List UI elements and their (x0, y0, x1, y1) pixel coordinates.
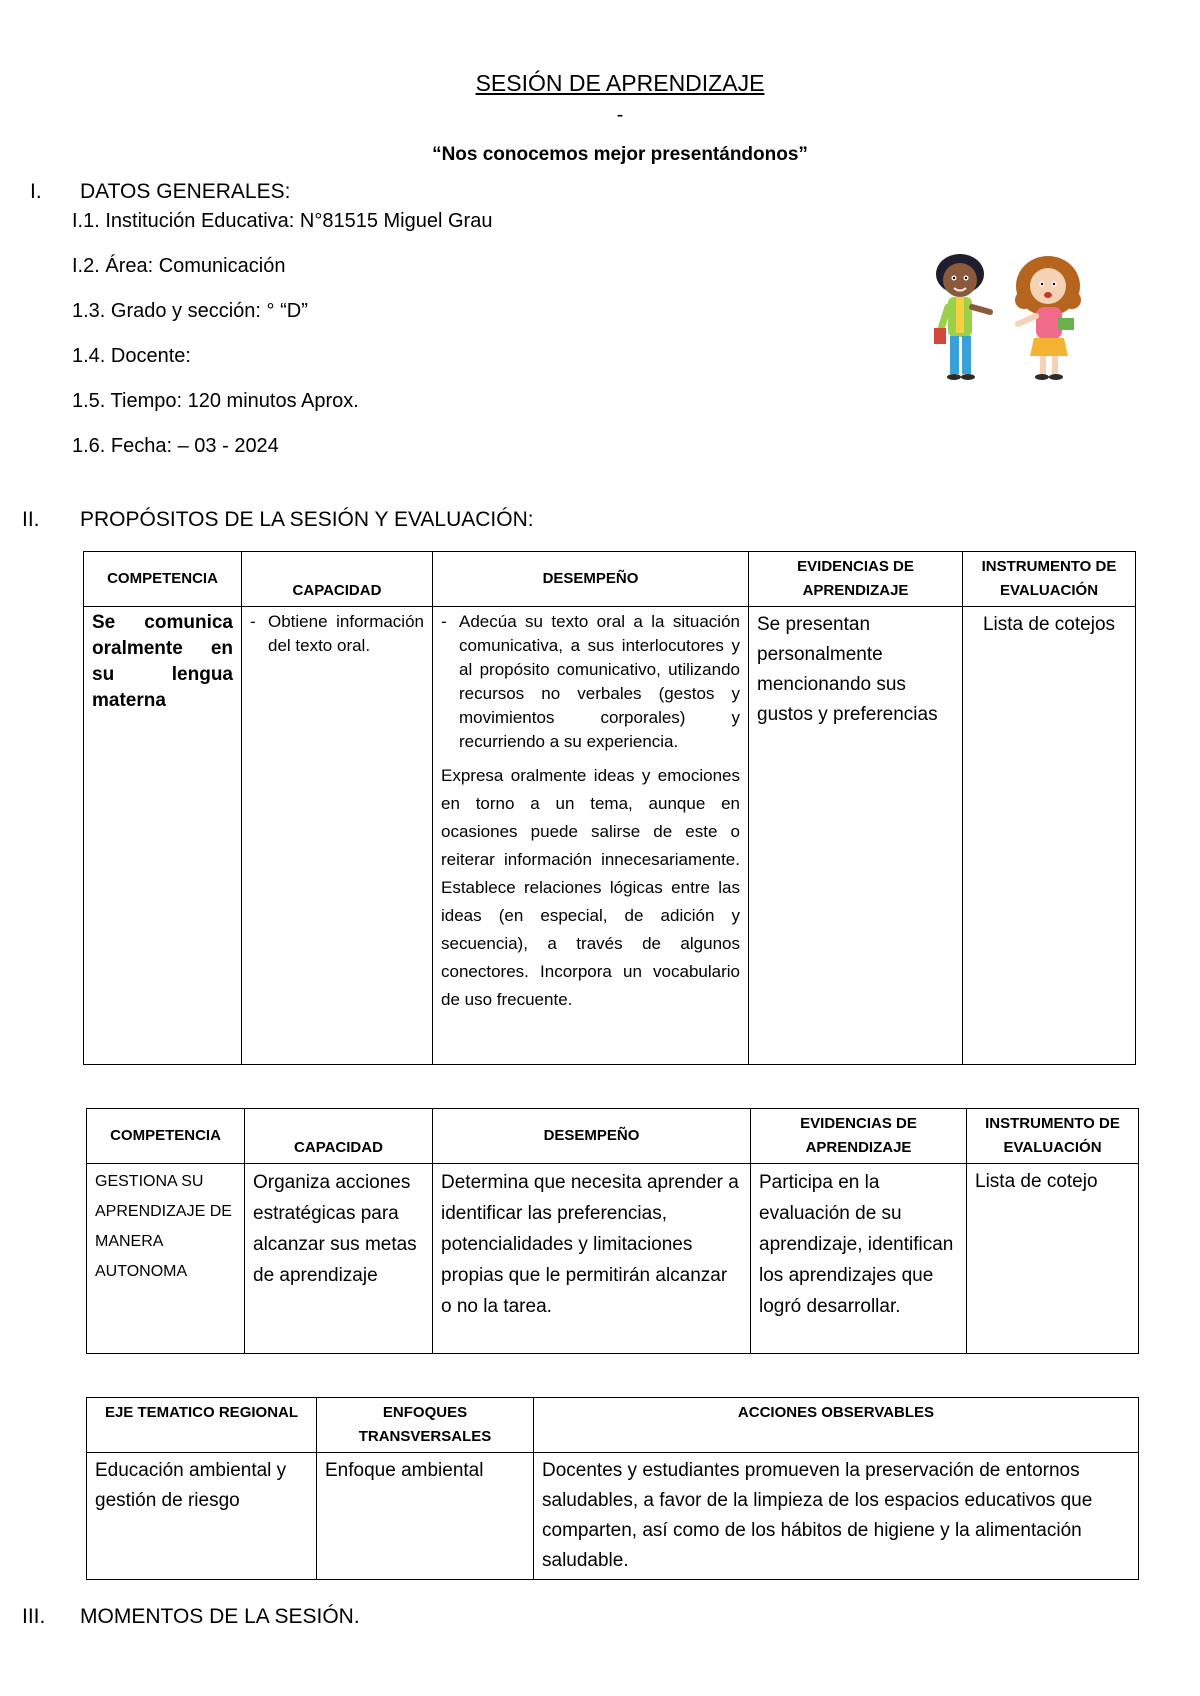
section-1-title: DATOS GENERALES: (80, 180, 291, 203)
desempeno-text-1: Adecúa su texto oral a la situación comunicativa, a sus interlocutores y al propósito comunicativo, utilizando recursos no verbales (gestos y movimientos corporales) y recurriendo a su experiencia. (459, 612, 740, 751)
section-3-heading (22, 1605, 360, 1629)
cell-capacidad: Organiza acciones estratégicas para alcanzar sus metas de aprendizaje (245, 1164, 433, 1354)
girl-figure-icon (1015, 256, 1081, 380)
section-1-number: I. (30, 180, 42, 203)
enfoques-table (86, 1397, 1139, 1580)
header-evidencias: EVIDENCIAS DE APRENDIZAJE (751, 1109, 967, 1164)
header-evidencias: EVIDENCIAS DE APRENDIZAJE (749, 552, 963, 607)
datos-item-fecha: 1.6. Fecha: – 03 - 2024 (72, 435, 279, 457)
section-3-title: MOMENTOS DE LA SESIÓN. (80, 1605, 360, 1628)
datos-item-docente: 1.4. Docente: (72, 345, 191, 367)
header-acciones: ACCIONES OBSERVABLES (534, 1398, 1139, 1453)
table-header-row (84, 552, 1136, 607)
capacidad-bullet-item (250, 610, 424, 658)
title-dash: - (616, 104, 624, 126)
propositos-table-comunicacion (83, 551, 1136, 1065)
desempeno-bullet-item (441, 610, 740, 754)
section-2-title: PROPÓSITOS DE LA SESIÓN Y EVALUACIÓN: (80, 508, 534, 531)
table-row (87, 1164, 1139, 1354)
cell-evidencias: Participa en la evaluación de su aprendizaje, identifican los aprendizajes que logró desarrollar. (751, 1164, 967, 1354)
cell-competencia: Se comunica oralmente en su lengua materna (84, 607, 242, 1065)
section-2-heading (22, 508, 534, 532)
cell-evidencias: Se presentan personalmente mencionando sus gustos y preferencias (749, 607, 963, 1065)
cell-desempeno (433, 607, 749, 1065)
datos-item-institucion: I.1. Institución Educativa: N°81515 Miguel Grau (72, 210, 493, 232)
datos-item-grado: 1.3. Grado y sección: ° “D” (72, 300, 308, 322)
section-1-heading (30, 180, 290, 204)
propositos-table-autonomia (86, 1108, 1139, 1354)
table-row (87, 1453, 1139, 1580)
boy-figure-icon (934, 254, 990, 380)
table-header-row (87, 1109, 1139, 1164)
cell-enfoque: Enfoque ambiental (317, 1453, 534, 1580)
cell-instrumento: Lista de cotejos (963, 607, 1136, 1065)
header-instrumento: INSTRUMENTO DE EVALUACIÓN (967, 1109, 1139, 1164)
datos-item-tiempo: 1.5. Tiempo: 120 minutos Aprox. (72, 390, 359, 412)
desempeno-text-2: Expresa oralmente ideas y emociones en torno a un tema, aunque en ocasiones puede salirse de este o reiterar información innecesariamente. Establece relaciones lógicas entre las ideas (en especial, de adición y secuencia), a través de algunos conectores. Incorpora un vocabulario de uso frecuente. (441, 766, 740, 1009)
header-instrumento: INSTRUMENTO DE EVALUACIÓN (963, 552, 1136, 607)
header-enfoques: ENFOQUES TRANSVERSALES (317, 1398, 534, 1453)
table-header-row (87, 1398, 1139, 1453)
header-eje-tematico: EJE TEMATICO REGIONAL (87, 1398, 317, 1453)
cell-competencia: GESTIONA SU APRENDIZAJE DE MANERA AUTONOMA (87, 1164, 245, 1354)
datos-item-area: I.2. Área: Comunicación (72, 255, 286, 277)
two-children-talking-icon (918, 252, 1098, 402)
cell-capacidad (242, 607, 433, 1065)
section-3-number: III. (22, 1605, 46, 1628)
document-title: SESIÓN DE APRENDIZAJE (475, 70, 765, 96)
header-competencia: COMPETENCIA (84, 552, 242, 607)
bullet-marker: - (441, 612, 447, 631)
capacidad-text: Obtiene información del texto oral. (268, 612, 424, 655)
cell-instrumento: Lista de cotejo (967, 1164, 1139, 1354)
header-competencia: COMPETENCIA (87, 1109, 245, 1164)
header-capacidad: CAPACIDAD (242, 552, 433, 607)
document-subtitle: “Nos conocemos mejor presentándonos” (432, 144, 808, 165)
bullet-marker: - (250, 612, 256, 631)
header-desempeno: DESEMPEÑO (433, 1109, 751, 1164)
cell-desempeno: Determina que necesita aprender a identificar las preferencias, potencialidades y limitaciones propias que le permitirán alcanzar o no la tarea. (433, 1164, 751, 1354)
header-desempeno: DESEMPEÑO (433, 552, 749, 607)
header-capacidad: CAPACIDAD (245, 1109, 433, 1164)
section-2-number: II. (22, 508, 40, 531)
cell-acciones: Docentes y estudiantes promueven la preservación de entornos saludables, a favor de la limpieza de los espacios educativos que comparten, así como de los hábitos de higiene y la alimentación saludable. (534, 1453, 1139, 1580)
table-row (84, 607, 1136, 1065)
cell-eje-tematico: Educación ambiental y gestión de riesgo (87, 1453, 317, 1580)
